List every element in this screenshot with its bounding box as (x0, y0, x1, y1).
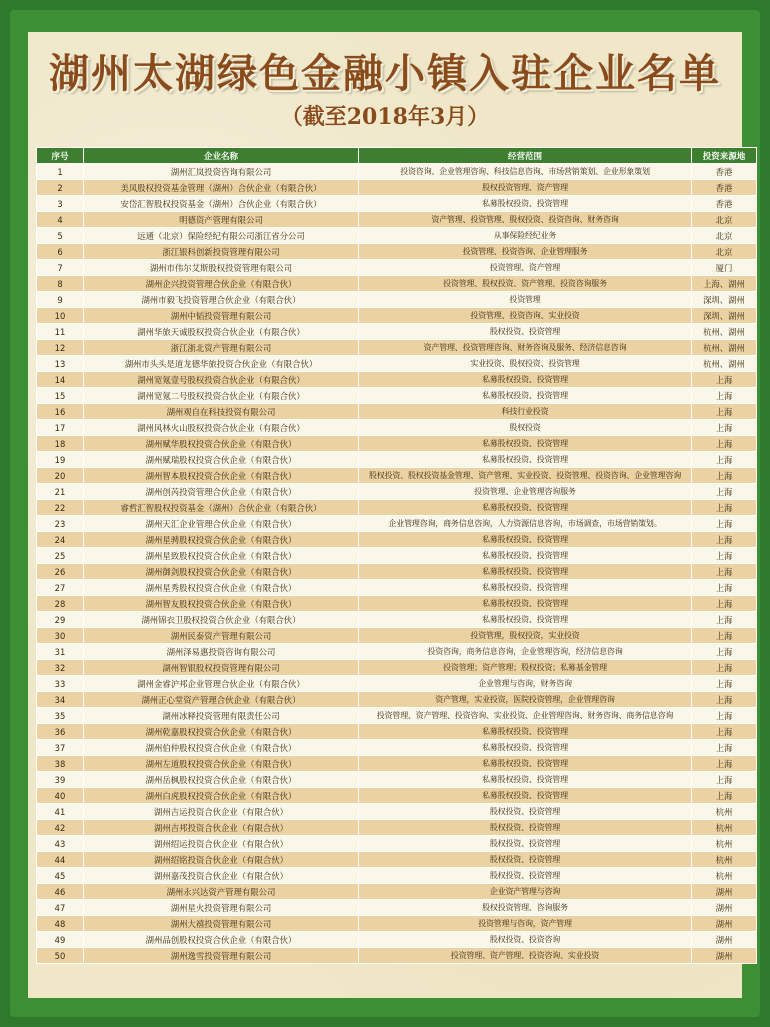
header-investment-source: 投资来源地 (692, 148, 757, 164)
cell-business-scope: 投资管理、股权投资、资产管理、投资咨询服务 (359, 276, 692, 292)
cell-no: 24 (37, 532, 84, 548)
table-row (37, 580, 757, 596)
document-panel (28, 32, 746, 998)
cell-no: 31 (37, 644, 84, 660)
cell-business-scope: 私募股权投资、投资管理 (359, 500, 692, 516)
cell-business-scope: 私募股权投资、投资管理 (359, 756, 692, 772)
cell-no: 40 (37, 788, 84, 804)
table-row (37, 180, 757, 196)
cell-company-name: 湖州风林火山股权投资合伙企业（有限合伙） (84, 420, 359, 436)
cell-no: 45 (37, 868, 84, 884)
table-row (37, 452, 757, 468)
table-row (37, 692, 757, 708)
cell-business-scope: 股权投资、投资管理 (359, 324, 692, 340)
cell-investment-source: 杭州 (692, 868, 757, 884)
cell-company-name: 湖州星骋股权投资合伙企业（有限合伙） (84, 532, 359, 548)
cell-company-name: 湖州企兴投资管理合伙企业（有限合伙） (84, 276, 359, 292)
cell-company-name: 湖州金睿沪邦企业管理合伙企业（有限合伙） (84, 676, 359, 692)
cell-company-name: 睿哲汇智股权投资基金（湖州）合伙企业（有限合伙） (84, 500, 359, 516)
table-row (37, 756, 757, 772)
cell-investment-source: 上海 (692, 420, 757, 436)
cell-business-scope: 股权投资管理、咨询服务 (359, 900, 692, 916)
table-row (37, 788, 757, 804)
cell-investment-source: 上海 (692, 724, 757, 740)
cell-investment-source: 上海 (692, 756, 757, 772)
cell-investment-source: 深圳、湖州 (692, 292, 757, 308)
cell-company-name: 湖州华旅天诚股权投资合伙企业（有限合伙） (84, 324, 359, 340)
cell-business-scope: 资产管理、投资管理咨询、财务咨询及服务、经济信息咨询 (359, 340, 692, 356)
cell-company-name: 湖州民泰资产管理有限公司 (84, 628, 359, 644)
cell-no: 50 (37, 948, 84, 964)
cell-no: 27 (37, 580, 84, 596)
table-row (37, 356, 757, 372)
cell-company-name: 湖州泽易惠投资咨询有限公司 (84, 644, 359, 660)
cell-company-name: 湖州观自在科技投资有限公司 (84, 404, 359, 420)
cell-investment-source: 北京 (692, 228, 757, 244)
cell-investment-source: 上海 (692, 548, 757, 564)
cell-investment-source: 上海 (692, 580, 757, 596)
cell-business-scope: 企业资产管理与咨询 (359, 884, 692, 900)
cell-no: 16 (37, 404, 84, 420)
page-title: 湖州太湖绿色金融小镇入驻企业名单 (49, 50, 721, 97)
cell-investment-source: 北京 (692, 244, 757, 260)
cell-no: 48 (37, 916, 84, 932)
cell-no: 13 (37, 356, 84, 372)
cell-business-scope: 股权投资、股权投资基金管理、资产管理、实业投资、投资管理、投资咨询、企业管理咨询 (359, 468, 692, 484)
table-row (37, 596, 757, 612)
cell-investment-source: 上海 (692, 660, 757, 676)
table-row (37, 836, 757, 852)
table-row (37, 724, 757, 740)
table-row (37, 500, 757, 516)
cell-investment-source: 香港 (692, 180, 757, 196)
cell-company-name: 湖州逸雪投资管理有限公司 (84, 948, 359, 964)
cell-investment-source: 湖州 (692, 948, 757, 964)
cell-no: 23 (37, 516, 84, 532)
cell-no: 18 (37, 436, 84, 452)
cell-business-scope: 科技行业投资 (359, 404, 692, 420)
page-subtitle: （截至2018年3月） (280, 104, 490, 130)
cell-investment-source: 上海 (692, 532, 757, 548)
table-row (37, 612, 757, 628)
cell-no: 36 (37, 724, 84, 740)
cell-company-name: 美凤股权投资基金管理（湖州）合伙企业（有限合伙） (84, 180, 359, 196)
cell-company-name: 湖州赋华股权投资合伙企业（有限合伙） (84, 436, 359, 452)
table-row (37, 852, 757, 868)
cell-no: 26 (37, 564, 84, 580)
cell-company-name: 湖州大禧投资管理有限公司 (84, 916, 359, 932)
cell-no: 20 (37, 468, 84, 484)
cell-no: 46 (37, 884, 84, 900)
cell-investment-source: 上海 (692, 468, 757, 484)
cell-business-scope: 企业管理与咨询，财务咨询 (359, 676, 692, 692)
table-row (37, 660, 757, 676)
cell-business-scope: 投资管理、资产管理、投资咨询、实业投资 (359, 948, 692, 964)
cell-company-name: 湖州宽氪二号股权投资合伙企业（有限合伙） (84, 388, 359, 404)
table-row (37, 372, 757, 388)
table-row (37, 884, 757, 900)
cell-business-scope: 股权投资、投资管理 (359, 852, 692, 868)
table-row (37, 804, 757, 820)
cell-business-scope: 私募股权投资、投资管理 (359, 372, 692, 388)
cell-company-name: 湖州永兴达资产管理有限公司 (84, 884, 359, 900)
cell-business-scope: 股权投资 (359, 420, 692, 436)
cell-business-scope: 投资管理与咨询，资产管理 (359, 916, 692, 932)
cell-company-name: 安岱汇智股权投资基金（湖州）合伙企业（有限合伙） (84, 196, 359, 212)
cell-company-name: 湖州星秀股权投资合伙企业（有限合伙） (84, 580, 359, 596)
cell-investment-source: 杭州 (692, 852, 757, 868)
cell-investment-source: 上海 (692, 388, 757, 404)
cell-company-name: 明德资产管理有限公司 (84, 212, 359, 228)
cell-no: 1 (37, 164, 84, 180)
cell-investment-source: 上海 (692, 484, 757, 500)
cell-business-scope: 投资管理 (359, 292, 692, 308)
cell-investment-source: 杭州 (692, 836, 757, 852)
cell-business-scope: 投资管理、投资咨询、实业投资 (359, 308, 692, 324)
cell-company-name: 湖州天汇企业管理合伙企业（有限合伙） (84, 516, 359, 532)
table-row (37, 292, 757, 308)
table-row (37, 868, 757, 884)
cell-investment-source: 湖州 (692, 916, 757, 932)
cell-company-name: 浙江银科创新投资管理有限公司 (84, 244, 359, 260)
table-row (37, 340, 757, 356)
table-row (37, 468, 757, 484)
cell-investment-source: 上海 (692, 692, 757, 708)
cell-business-scope: 私募股权投资、投资管理 (359, 564, 692, 580)
table-row (37, 948, 757, 964)
cell-company-name: 湖州市伟尔艾斯股权投资管理有限公司 (84, 260, 359, 276)
cell-company-name: 湖州赋瑞股权投资合伙企业（有限合伙） (84, 452, 359, 468)
cell-company-name: 湖州乾嘉股权投资合伙企业（有限合伙） (84, 724, 359, 740)
cell-no: 5 (37, 228, 84, 244)
table-row (37, 916, 757, 932)
cell-company-name: 湖州嘉茂投资合伙企业（有限合伙） (84, 868, 359, 884)
cell-no: 22 (37, 500, 84, 516)
cell-investment-source: 上海 (692, 436, 757, 452)
cell-company-name: 湖州锦衣卫股权投资合伙企业（有限合伙） (84, 612, 359, 628)
table-row (37, 244, 757, 260)
header-business-scope: 经营范围 (359, 148, 692, 164)
cell-no: 25 (37, 548, 84, 564)
cell-investment-source: 杭州、湖州 (692, 324, 757, 340)
cell-no: 41 (37, 804, 84, 820)
table-row (37, 276, 757, 292)
cell-company-name: 湖州创芮投资管理合伙企业（有限合伙） (84, 484, 359, 500)
table-header-row (37, 148, 757, 164)
table-row (37, 532, 757, 548)
cell-business-scope: 私募股权投资、投资管理 (359, 452, 692, 468)
cell-company-name: 湖州正心堂资产管理合伙企业（有限合伙） (84, 692, 359, 708)
cell-no: 35 (37, 708, 84, 724)
table-row (37, 932, 757, 948)
cell-investment-source: 上海 (692, 740, 757, 756)
cell-investment-source: 上海 (692, 372, 757, 388)
cell-no: 49 (37, 932, 84, 948)
table-row (37, 628, 757, 644)
cell-company-name: 浙江浙北资产管理有限公司 (84, 340, 359, 356)
cell-business-scope: 投资咨询，商务信息咨询，企业管理咨询，经济信息咨询 (359, 644, 692, 660)
cell-business-scope: 私募股权投资、投资管理 (359, 388, 692, 404)
cell-no: 10 (37, 308, 84, 324)
cell-no: 37 (37, 740, 84, 756)
cell-no: 12 (37, 340, 84, 356)
cell-company-name: 湖州绍铭投资合伙企业（有限合伙） (84, 852, 359, 868)
table-row (37, 740, 757, 756)
table-row (37, 436, 757, 452)
table-row (37, 228, 757, 244)
cell-company-name: 湖州冰释投资管理有限责任公司 (84, 708, 359, 724)
table-row (37, 644, 757, 660)
cell-company-name: 湖州宽氪壹号股权投资合伙企业（有限合伙） (84, 372, 359, 388)
cell-company-name: 湖州伯仲股权投资合伙企业（有限合伙） (84, 740, 359, 756)
cell-business-scope: 私募股权投资、投资管理 (359, 788, 692, 804)
cell-business-scope: 私募股权投资、投资管理 (359, 612, 692, 628)
cell-investment-source: 湖州 (692, 932, 757, 948)
cell-business-scope: 投资咨询、企业管理咨询、科技信息咨询、市场营销策划、企业形象策划 (359, 164, 692, 180)
table-row (37, 900, 757, 916)
cell-investment-source: 杭州 (692, 804, 757, 820)
cell-no: 11 (37, 324, 84, 340)
cell-investment-source: 杭州、湖州 (692, 356, 757, 372)
table-row (37, 420, 757, 436)
table-row (37, 676, 757, 692)
table-row (37, 324, 757, 340)
cell-business-scope: 投资管理、资产管理 (359, 260, 692, 276)
cell-no: 34 (37, 692, 84, 708)
table-row (37, 308, 757, 324)
cell-investment-source: 上海 (692, 676, 757, 692)
cell-business-scope: 股权投资、投资管理 (359, 836, 692, 852)
cell-company-name: 湖州岳枫股权投资合伙企业（有限合伙） (84, 772, 359, 788)
cell-business-scope: 投资管理、资产管理、投资咨询、实业投资、企业管理咨询、财务咨询、商务信息咨询 (359, 708, 692, 724)
cell-company-name: 湖州汇岚投资咨询有限公司 (84, 164, 359, 180)
cell-no: 38 (37, 756, 84, 772)
cell-investment-source: 上海 (692, 452, 757, 468)
cell-investment-source: 上海 (692, 404, 757, 420)
cell-company-name: 湖州绍运投资合伙企业（有限合伙） (84, 836, 359, 852)
cell-business-scope: 股权投资管理、资产管理 (359, 180, 692, 196)
cell-company-name: 湖州吉运投资合伙企业（有限合伙） (84, 804, 359, 820)
cell-company-name: 湖州御剑股权投资合伙企业（有限合伙） (84, 564, 359, 580)
table-row (37, 564, 757, 580)
cell-company-name: 湖州市头头是道龙德华旅投资合伙企业（有限合伙） (84, 356, 359, 372)
cell-investment-source: 上海 (692, 500, 757, 516)
cell-no: 32 (37, 660, 84, 676)
cell-company-name: 湖州星致股权投资合伙企业（有限合伙） (84, 548, 359, 564)
cell-no: 9 (37, 292, 84, 308)
cell-business-scope: 私募股权投资、投资管理 (359, 436, 692, 452)
cell-business-scope: 私募股权投资、投资管理 (359, 724, 692, 740)
cell-investment-source: 湖州 (692, 884, 757, 900)
cell-no: 15 (37, 388, 84, 404)
cell-investment-source: 上海 (692, 516, 757, 532)
cell-business-scope: 私募股权投资、投资管理 (359, 740, 692, 756)
cell-company-name: 湖州市毅飞投资管理合伙企业（有限合伙） (84, 292, 359, 308)
cell-investment-source: 上海 (692, 564, 757, 580)
table-row (37, 772, 757, 788)
cell-investment-source: 深圳、湖州 (692, 308, 757, 324)
cell-no: 44 (37, 852, 84, 868)
cell-no: 3 (37, 196, 84, 212)
cell-no: 7 (37, 260, 84, 276)
cell-no: 4 (37, 212, 84, 228)
cell-business-scope: 投资管理；资产管理；股权投资；私募基金管理 (359, 660, 692, 676)
cell-no: 30 (37, 628, 84, 644)
company-table (36, 147, 757, 964)
cell-company-name: 湖州左道股权投资合伙企业（有限合伙） (84, 756, 359, 772)
cell-company-name: 湖州吉邦投资合伙企业（有限合伙） (84, 820, 359, 836)
cell-business-scope: 私募股权投资、投资管理 (359, 580, 692, 596)
table-row (37, 516, 757, 532)
cell-investment-source: 香港 (692, 196, 757, 212)
cell-investment-source: 杭州、湖州 (692, 340, 757, 356)
cell-investment-source: 厦门 (692, 260, 757, 276)
cell-business-scope: 投资管理，股权投资，实业投资 (359, 628, 692, 644)
cell-no: 14 (37, 372, 84, 388)
cell-business-scope: 私募股权投资、投资管理 (359, 772, 692, 788)
cell-business-scope: 私募股权投资、投资管理 (359, 548, 692, 564)
cell-no: 42 (37, 820, 84, 836)
table-body (37, 164, 757, 964)
cell-no: 6 (37, 244, 84, 260)
cell-business-scope: 投资管理、投资咨询、企业管理服务 (359, 244, 692, 260)
cell-company-name: 湖州智银股权投资管理有限公司 (84, 660, 359, 676)
cell-business-scope: 股权投资、投资管理 (359, 820, 692, 836)
table-row (37, 708, 757, 724)
header-no: 序号 (37, 148, 84, 164)
cell-business-scope: 实业投资、股权投资、投资管理 (359, 356, 692, 372)
cell-company-name: 湖州智本股权投资合伙企业（有限合伙） (84, 468, 359, 484)
cell-business-scope: 股权投资、投资管理 (359, 804, 692, 820)
cell-investment-source: 上海 (692, 708, 757, 724)
cell-business-scope: 资产管理、投资管理、股权投资、投资咨询、财务咨询 (359, 212, 692, 228)
cell-business-scope: 企业管理咨询，商务信息咨询，人力资源信息咨询，市场调查，市场营销策划。 (359, 516, 692, 532)
cell-business-scope: 股权投资、投资咨询 (359, 932, 692, 948)
cell-no: 43 (37, 836, 84, 852)
cell-no: 47 (37, 900, 84, 916)
table-row (37, 388, 757, 404)
cell-business-scope: 资产管理，实业投资，医院投资管理，企业管理咨询 (359, 692, 692, 708)
cell-company-name: 湖州中韬投资管理有限公司 (84, 308, 359, 324)
cell-no: 19 (37, 452, 84, 468)
cell-no: 21 (37, 484, 84, 500)
cell-company-name: 远通（北京）保险经纪有限公司浙江省分公司 (84, 228, 359, 244)
header-company-name: 企业名称 (84, 148, 359, 164)
cell-business-scope: 私募股权投资、投资管理 (359, 196, 692, 212)
cell-investment-source: 上海、湖州 (692, 276, 757, 292)
cell-business-scope: 股权投资、投资管理 (359, 868, 692, 884)
cell-no: 39 (37, 772, 84, 788)
table-row (37, 820, 757, 836)
cell-no: 8 (37, 276, 84, 292)
cell-investment-source: 湖州 (692, 900, 757, 916)
table-row (37, 260, 757, 276)
cell-business-scope: 投资管理、企业管理咨询服务 (359, 484, 692, 500)
cell-no: 28 (37, 596, 84, 612)
cell-investment-source: 上海 (692, 788, 757, 804)
cell-investment-source: 上海 (692, 612, 757, 628)
cell-business-scope: 私募股权投资、投资管理 (359, 532, 692, 548)
table-row (37, 164, 757, 180)
table-row (37, 196, 757, 212)
cell-investment-source: 上海 (692, 644, 757, 660)
cell-investment-source: 北京 (692, 212, 757, 228)
cell-investment-source: 上海 (692, 628, 757, 644)
cell-no: 29 (37, 612, 84, 628)
cell-no: 2 (37, 180, 84, 196)
table-row (37, 212, 757, 228)
cell-company-name: 湖州星火投资管理有限公司 (84, 900, 359, 916)
cell-business-scope: 私募股权投资、投资管理 (359, 596, 692, 612)
cell-company-name: 湖州智友股权投资合伙企业（有限合伙） (84, 596, 359, 612)
cell-investment-source: 上海 (692, 772, 757, 788)
cell-investment-source: 香港 (692, 164, 757, 180)
cell-investment-source: 上海 (692, 596, 757, 612)
cell-business-scope: 从事保险经纪业务 (359, 228, 692, 244)
cell-no: 17 (37, 420, 84, 436)
cell-no: 33 (37, 676, 84, 692)
table-row (37, 404, 757, 420)
cell-investment-source: 杭州 (692, 820, 757, 836)
cell-company-name: 湖州白虎股权投资合伙企业（有限合伙） (84, 788, 359, 804)
table-row (37, 484, 757, 500)
table-row (37, 548, 757, 564)
cell-company-name: 湖州品创股权投资合伙企业（有限合伙） (84, 932, 359, 948)
